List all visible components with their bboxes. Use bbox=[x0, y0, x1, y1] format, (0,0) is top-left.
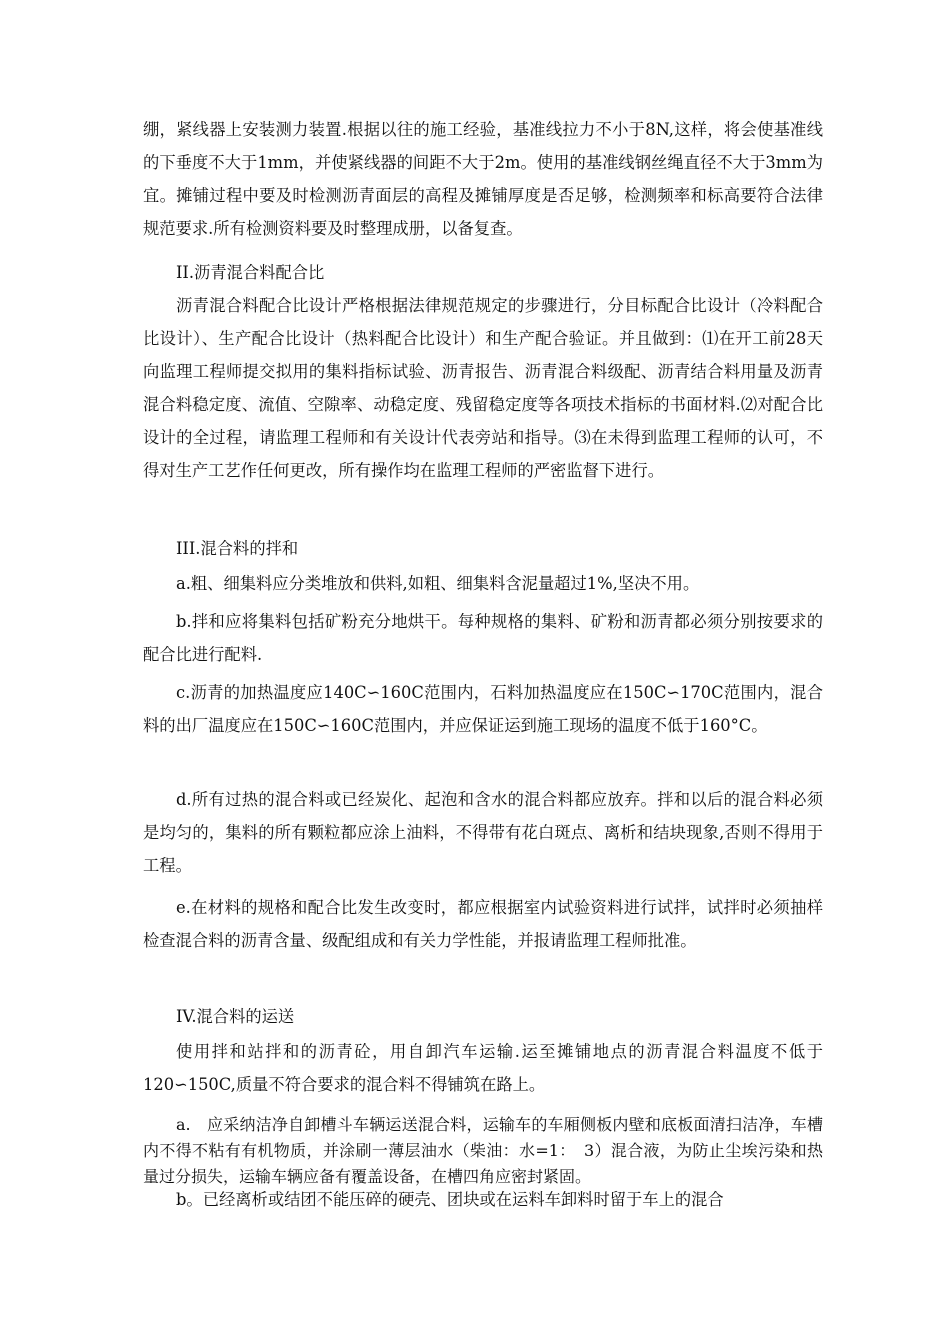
heading-mixing: III.混合料的拌和 bbox=[176, 539, 299, 558]
paragraph-mixing-d: d.所有过热的混合料或已经炭化、起泡和含水的混合料都应放弃。拌和以后的混合料必须是均匀的，集料的所有颗粒都应涂上油料，不得带有花白斑点、离析和结块现象,否则不得用于工程。 bbox=[143, 790, 823, 875]
paragraph-baseline-setup: 绷，紧线器上安装测力装置.根据以往的施工经验，基准线拉力不小于8N,这样，将会使基准线的下垂度不大于1mm，并使紧线器的间距不大于2m。使用的基准线钢丝绳直径不大于3mm为宜。摊铺过程中要及时检测沥青面层的高程及摊铺厚度是否足够，检测频率和标高要符合法律规范要求.所有检测资料要及时整理成册，以备复查。 bbox=[143, 120, 823, 238]
paragraph-mixing-a: a.粗、细集料应分类堆放和供料,如粗、细集料含泥量超过1%,坚决不用。 bbox=[176, 574, 700, 593]
heading-mix-ratio: II.沥青混合料配合比 bbox=[176, 263, 325, 282]
paragraph-transport-b: b。已经离析或结团不能压碎的硬壳、团块或在运料车卸料时留于车上的混合 bbox=[176, 1190, 724, 1209]
paragraph-transport-a: a. 应采纳洁净自卸槽斗车辆运送混合料，运输车的车厢侧板内壁和底板面清扫洁净，车槽内不得不粘有有机物质，并涂刷一薄层油水（柴油：水=1： 3）混合液，为防止尘埃污染和热量过分损失，运输车辆应备有覆盖设备，在槽四角应密封紧固。 bbox=[143, 1115, 823, 1186]
paragraph-mixing-c: c.沥青的加热温度应140C∽160C范围内，石料加热温度应在150C∽170C范围内，混合料的出厂温度应在150C∽160C范围内，并应保证运到施工现场的温度不低于160°C。 bbox=[143, 683, 823, 735]
paragraph-transport: 使用拌和站拌和的沥青砼，用自卸汽车运输.运至摊铺地点的沥青混合料温度不低于120∽150C,质量不符合要求的混合料不得铺筑在路上。 bbox=[143, 1042, 823, 1094]
paragraph-mix-ratio: 沥青混合料配合比设计严格根据法律规范规定的步骤进行，分目标配合比设计（冷料配合比设计）、生产配合比设计（热料配合比设计）和生产配合验证。并且做到：⑴在开工前28天向监理工程师提交拟用的集料指标试验、沥青报告、沥青混合料级配、沥青结合料用量及沥青混合料稳定度、流值、空隙率、动稳定度、残留稳定度等各项技术指标的书面材料.⑵对配合比设计的全过程，请监理工程师和有关设计代表旁站和指导。⑶在未得到监理工程师的认可，不得对生产工艺作任何更改，所有操作均在监理工程师的严密监督下进行。 bbox=[143, 296, 823, 480]
heading-transport: IV.混合料的运送 bbox=[176, 1007, 295, 1026]
paragraph-mixing-b: b.拌和应将集料包括矿粉充分地烘干。每种规格的集料、矿粉和沥青都必须分别按要求的配合比进行配料. bbox=[143, 612, 823, 664]
paragraph-mixing-e: e.在材料的规格和配合比发生改变时，都应根据室内试验资料进行试拌，试拌时必须抽样检查混合料的沥青含量、级配组成和有关力学性能，并报请监理工程师批准。 bbox=[143, 898, 823, 950]
